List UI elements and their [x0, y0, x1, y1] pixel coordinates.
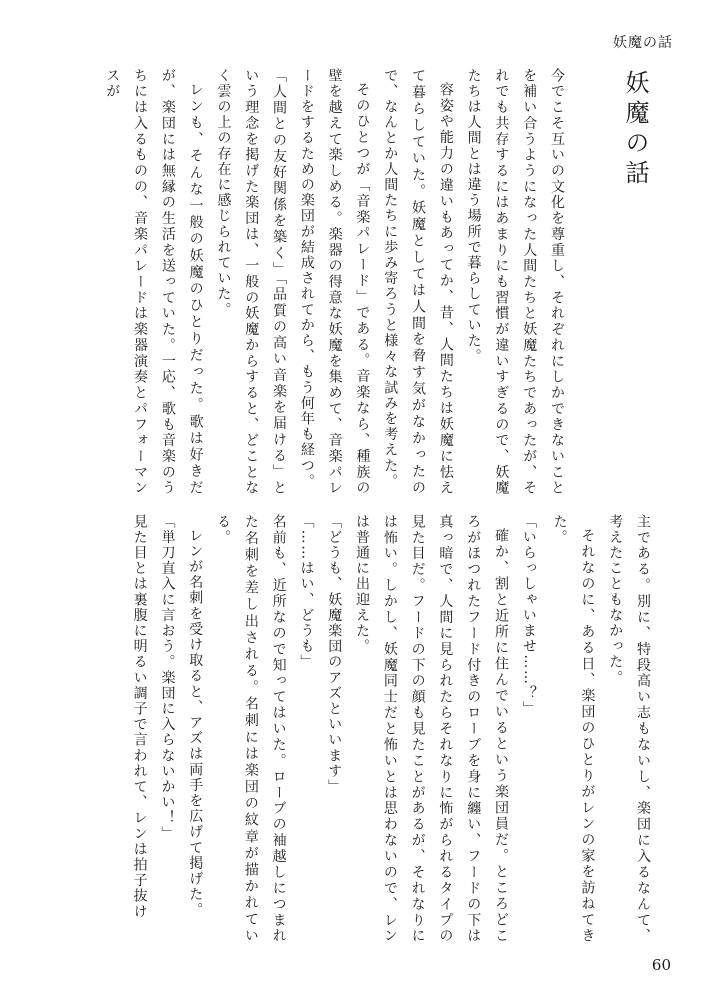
dialogue-line: 「単刀直入に言おう。楽団に入らないかい！」 [159, 514, 176, 842]
paragraph: レンも、そんな一般の妖魔のひとりだった。歌は好きだが、楽団には無縁の生活を送っていた。一応、歌も音楽のうちには入るものの、音楽パレードは楽器演奏とパフォーマンスが [104, 68, 204, 496]
dialogue-line: 「……はい、どうも」 [298, 514, 315, 670]
dialogue-line: 「いらっしゃいませ……？」 [520, 514, 537, 717]
paragraph: 確か、割と近所に住んでいるという楽団員だ。ところどころがほつれたフード付きのローブを身に纏い、フードの下は真っ暗で、人間に見られたらそれなりに怖がられるタイプの見た目だ。フードの下の顔も見たことがあるが、それなりには怖い。しかし、妖魔同士だと怖いとは思わないので、レンは普通に出迎えた。 [354, 514, 510, 944]
upper-text-block [80, 68, 570, 496]
paragraph: 見た目とは裏腹に明るい調子で言われて、レンは拍子抜け [131, 514, 148, 920]
paragraph: 名前も、近所なので知ってはいた。ローブの袖越しにつまれた名刺を差し出される。名刺には楽団の紋章が描かれている。 [215, 514, 287, 944]
paragraph: レンが名刺を受け取ると、アズは両手を広げて掲げた。 [187, 528, 204, 918]
page-number: 60 [651, 956, 671, 974]
paragraph: 「人間との友好関係を築く」「品質の高い音楽を届ける」という理念を掲げた楽団は、一般の妖魔からすると、どことなく雲の上の存在に感じられていた。 [215, 68, 288, 496]
lower-text-block [80, 514, 656, 944]
paragraph: 今でこそ互いの文化を尊重し、それぞれにしかできないことを補い合うようになった人間たちと妖魔たちであったが、それでも共存するにはあまりにも習慣が違いすぎるので、妖魔たちは人間とは違う場所で暮らしていた。 [465, 68, 565, 496]
paragraph: 容姿や能力の違いもあってか、昔、人間たちは妖魔に怯えて暮らしていた。妖魔としては人間を脅す気がなかったので、なんとか人間たちに歩み寄ろうと様々な試みを考えた。 [382, 68, 454, 496]
paragraph: 主である。別に、特段高い志もないし、楽団に入るなんて、考えたこともなかった。 [607, 514, 651, 944]
running-header: 妖魔の話 [613, 35, 673, 51]
chapter-title: 妖魔の話 [621, 70, 649, 190]
dialogue-line: 「どうも、妖魔楽団のアズといいます」 [326, 514, 343, 795]
paragraph: それなのに、ある日、楽団のひとりがレンの家を訪ねてきた。 [551, 514, 596, 944]
paragraph: そのひとつが「音楽パレード」である。音楽なら、種族の壁を越えて楽しめる。楽器の得意な妖魔を集めて、音楽パレードをするための楽団が結成されてから、もう何年も経つ。 [298, 68, 371, 496]
